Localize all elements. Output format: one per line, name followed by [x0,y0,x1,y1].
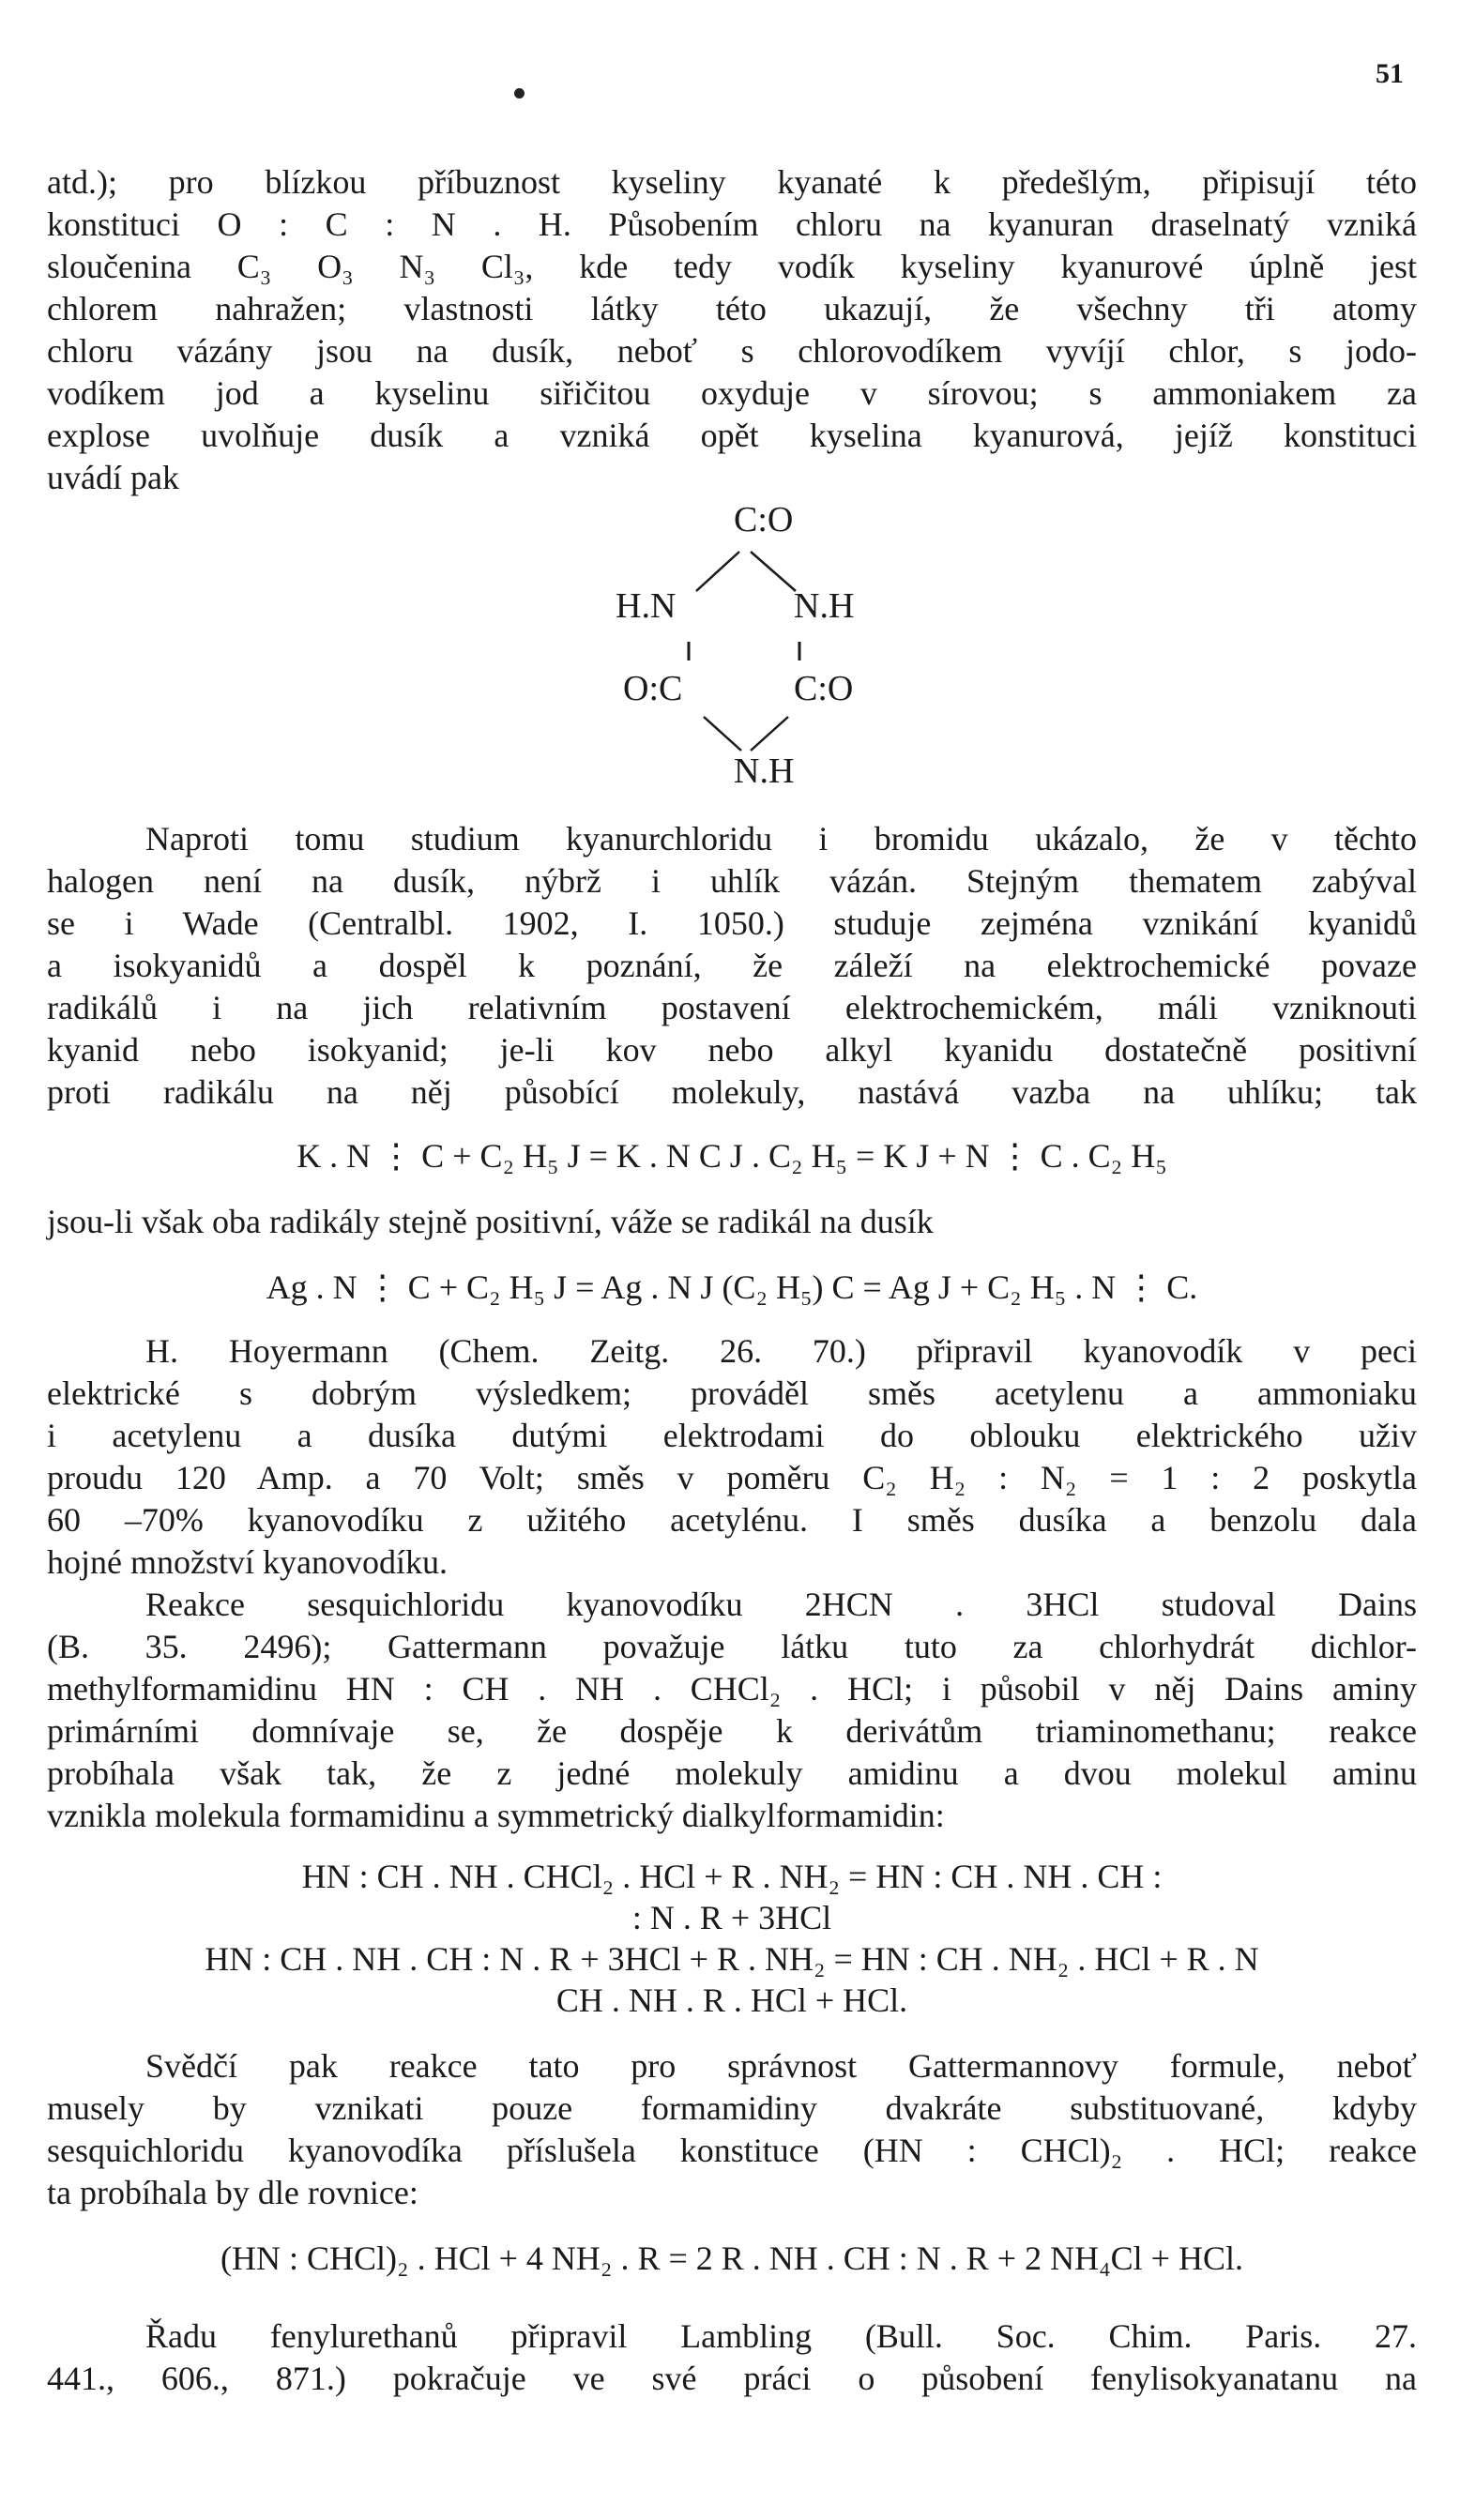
text-line: hojné množství kyanovodíku. [47,1543,448,1581]
text-line: vznikla molekula formamidinu a symmetrický dialkylformamidin: [47,1797,945,1834]
imino-right: N.H [794,586,855,626]
equation-1: K . N ⋮ C + C₂ H₅ J = K . N C J . C₂ H₅ = K J + N ⋮ C . C₂ H₅ [297,1137,1167,1175]
text-line: Reakce sesquichloridu kyanovodíku 2HCN . 3HCl studoval Dains [145,1586,1417,1623]
text-line: Svědčí pak reakce tato pro správnost Gattermannovy formule, neboť [145,2047,1417,2085]
text-line: sloučenina C₃ O₃ N₃ Cl₃, kde tedy vodík kyseliny kyanurové úplně jest [47,248,1417,285]
carbonyl-right: C:O [794,669,854,708]
text-line: uvádí pak [47,459,179,496]
text-line: sesquichloridu kyanovodíka příslušela konstituce (HN : CHCl)₂ . HCl; reakce [47,2132,1417,2169]
text-line: chloru vázány jsou na dusík, neboť s chlorovodíkem vyvíjí chlor, s jodo- [47,332,1417,370]
text-line: 60 –70% kyanovodíku z užitého acetylénu. I směs dusíka a benzolu dala [47,1501,1417,1539]
text-line: jsou-li však oba radikály stejně positivní, váže se radikál na dusík [47,1203,934,1240]
page-number: 51 [1376,58,1404,89]
carbonyl-left: O:C [623,669,683,708]
text-line: explose uvolňuje dusík a vzniká opět kyselina kyanurová, jejíž konstituci [47,417,1417,454]
equation-2: Ag . N ⋮ C + C₂ H₅ J = Ag . N J (C₂ H₅) C = Ag J + C₂ H₅ . N ⋮ C. [266,1268,1198,1306]
equation-4: (HN : CHCl)₂ . HCl + 4 NH₂ . R = 2 R . NH . CH : N . R + 2 NH₄Cl + HCl. [221,2239,1243,2277]
text-line: elektrické s dobrým výsledkem; prováděl směs acetylenu a ammoniaku [47,1374,1417,1412]
text-line: kyanid nebo isokyanid; je-li kov nebo alkyl kyanidu dostatečně positivní [47,1031,1417,1069]
text-line: konstituci O : C : N . H. Působením chloru na kyanuran draselnatý vzniká [47,205,1417,243]
text-line: (B. 35. 2496); Gattermann považuje látku tuto za chlorhydrát dichlor- [47,1628,1417,1665]
text-line: vodíkem jod a kyselinu siřičitou oxyduje v sírovou; s ammoniakem za [47,374,1417,412]
text-line: proti radikálu na něj působící molekuly, nastává vazba na uhlíku; tak [47,1073,1417,1111]
text-line: 441., 606., 871.) pokračuje ve své práci o působení fenylisokyanatanu na [47,2360,1417,2397]
text-line: primárními domnívaje se, že dospěje k derivátům triaminomethanu; reakce [47,1712,1417,1750]
text-line: musely by vznikati pouze formamidiny dvakráte substituované, kdyby [47,2089,1417,2127]
text-line: methylformamidinu HN : CH . NH . CHCl₂ . HCl; i působil v něj Dains aminy [47,1670,1417,1708]
text-line: a isokyanidů a dospěl k poznání, že záleží na elektrochemické povaze [47,947,1417,984]
text-line: Naproti tomu studium kyanurchloridu i bromidu ukázalo, že v těchto [145,820,1417,858]
imino-left: H.N [616,586,677,626]
text-line: chlorem nahražen; vlastnosti látky této ukazují, že všechny tři atomy [47,290,1417,327]
text-line: radikálů i na jich relativním postavení elektrochemickém, máli vzniknouti [47,989,1417,1026]
imino-bottom: N.H [734,751,795,791]
text-line: probíhala však tak, že z jedné molekuly amidinu a dvou molekul aminu [47,1754,1417,1792]
text-line: se i Wade (Centralbl. 1902, I. 1050.) studuje zejména vznikání kyanidů [47,904,1417,942]
equation-3-line: CH . NH . R . HCl + HCl. [555,1981,908,2019]
carbonyl-top: C:O [734,500,794,539]
text-line: atd.); pro blízkou příbuznost kyseliny kyanaté k předešlým, připisují této [47,163,1417,201]
text-line: i acetylenu a dusíka dutými elektrodami do oblouku elektrického uživ [47,1417,1417,1454]
text-line: H. Hoyermann (Chem. Zeitg. 26. 70.) připravil kyanovodík v peci [145,1332,1417,1370]
text-line: Řadu fenylurethanů připravil Lambling (Bull. Soc. Chim. Paris. 27. [145,2317,1417,2355]
equation-3-line: : N . R + 3HCl [631,1899,832,1936]
equation-3-line: HN : CH . NH . CH : N . R + 3HCl + R . NH₂ = HN : CH . NH₂ . HCl + R . N [205,1940,1259,1978]
text-line: ta probíhala by dle rovnice: [47,2174,418,2211]
equation-3-line: HN : CH . NH . CHCl₂ . HCl + R . NH₂ = HN : CH . NH . CH : [301,1858,1163,1895]
text-line: halogen není na dusík, nýbrž i uhlík vázán. Stejným thematem zabýval [47,862,1417,900]
text-line: proudu 120 Amp. a 70 Volt; směs v poměru C₂ H₂ : N₂ = 1 : 2 poskytla [47,1459,1417,1496]
